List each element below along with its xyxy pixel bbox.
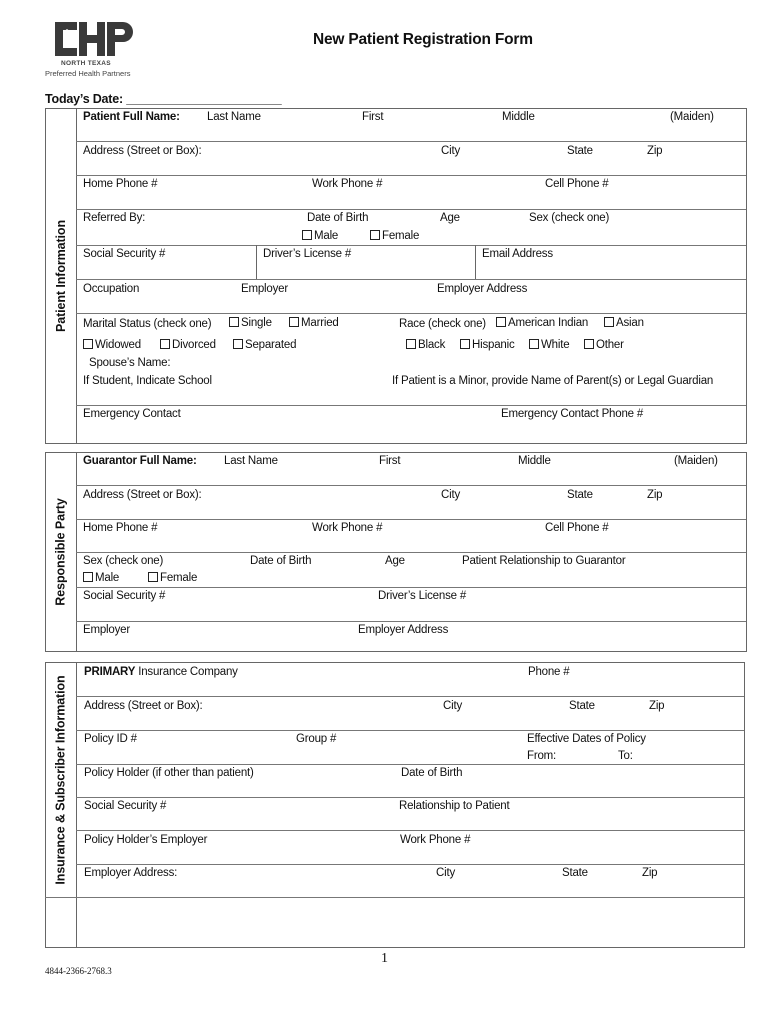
race-asian-checkbox[interactable]: Asian	[604, 317, 644, 329]
patient-middle-name-field[interactable]: Middle	[502, 111, 535, 123]
guarantor-last-name-field[interactable]: Last Name	[224, 455, 278, 467]
race-hispanic-checkbox[interactable]: Hispanic	[460, 339, 515, 351]
guarantor-employer-field[interactable]: Employer	[83, 624, 130, 636]
group-number-field[interactable]: Group #	[296, 733, 337, 745]
patient-cell-phone-field[interactable]: Cell Phone #	[545, 178, 609, 190]
patient-drivers-license-field[interactable]: Driver’s License #	[263, 248, 352, 260]
policy-employer-state-field[interactable]: State	[562, 867, 588, 879]
policy-holder-dob-field[interactable]: Date of Birth	[401, 767, 463, 779]
effective-to-field[interactable]: To:	[618, 750, 633, 762]
guarantor-employer-address-field[interactable]: Employer Address	[358, 624, 449, 636]
policy-holder-field[interactable]: Policy Holder (if other than patient)	[84, 767, 254, 779]
patient-address-field[interactable]: Address (Street or Box):	[83, 145, 202, 157]
policy-holder-work-phone-field[interactable]: Work Phone #	[400, 834, 471, 846]
logo-name: Preferred Health Partners	[45, 69, 131, 78]
patient-work-phone-field[interactable]: Work Phone #	[312, 178, 383, 190]
spouse-name-field[interactable]: Spouse’s Name:	[89, 357, 171, 369]
patient-city-field[interactable]: City	[441, 145, 461, 157]
guarantor-age-field[interactable]: Age	[385, 555, 405, 567]
guarantor-dob-field[interactable]: Date of Birth	[250, 555, 312, 567]
guarantor-full-name-label: Guarantor Full Name:	[83, 455, 197, 467]
patient-email-field[interactable]: Email Address	[482, 248, 553, 260]
guarantor-maiden-name-field[interactable]: (Maiden)	[674, 455, 718, 467]
patient-age-field[interactable]: Age	[440, 212, 460, 224]
guarantor-address-field[interactable]: Address (Street or Box):	[83, 489, 202, 501]
guarantor-zip-field[interactable]: Zip	[647, 489, 663, 501]
marital-married-checkbox[interactable]: Married	[289, 317, 339, 329]
patient-employer-address-field[interactable]: Employer Address	[437, 283, 528, 295]
race-american-indian-checkbox[interactable]: American Indian	[496, 317, 588, 329]
patient-occupation-field[interactable]: Occupation	[83, 283, 140, 295]
patient-maiden-name-field[interactable]: (Maiden)	[670, 111, 714, 123]
patient-full-name-label: Patient Full Name:	[83, 111, 180, 123]
document-id: 4844-2366-2768.3	[45, 966, 112, 976]
marital-widowed-checkbox[interactable]: Widowed	[83, 339, 141, 351]
guarantor-first-name-field[interactable]: First	[379, 455, 401, 467]
responsible-party-label: Responsible Party	[54, 497, 68, 606]
marital-status-label: Marital Status (check one)	[83, 318, 212, 330]
guarantor-relationship-field[interactable]: Patient Relationship to Guarantor	[462, 555, 626, 567]
guarantor-drivers-license-field[interactable]: Driver’s License #	[378, 590, 467, 602]
guarantor-work-phone-field[interactable]: Work Phone #	[312, 522, 383, 534]
patient-employer-field[interactable]: Employer	[241, 283, 288, 295]
guarantor-middle-name-field[interactable]: Middle	[518, 455, 551, 467]
emergency-contact-phone-field[interactable]: Emergency Contact Phone #	[501, 408, 644, 420]
policy-employer-address-field[interactable]: Employer Address:	[84, 867, 178, 879]
guarantor-home-phone-field[interactable]: Home Phone #	[83, 522, 158, 534]
logo-region: NORTH TEXAS	[61, 60, 111, 67]
todays-date-field[interactable]: Today’s Date: _______________________	[45, 92, 282, 106]
student-school-field[interactable]: If Student, Indicate School	[83, 375, 212, 387]
patient-home-phone-field[interactable]: Home Phone #	[83, 178, 158, 190]
guarantor-female-checkbox[interactable]: Female	[148, 572, 197, 584]
policy-holder-employer-field[interactable]: Policy Holder’s Employer	[84, 834, 208, 846]
patient-zip-field[interactable]: Zip	[647, 145, 663, 157]
effective-from-field[interactable]: From:	[527, 750, 557, 762]
patient-first-name-field[interactable]: First	[362, 111, 384, 123]
patient-ssn-field[interactable]: Social Security #	[83, 248, 166, 260]
insurance-city-field[interactable]: City	[443, 700, 463, 712]
policy-id-field[interactable]: Policy ID #	[84, 733, 137, 745]
guarantor-male-checkbox[interactable]: Male	[83, 572, 119, 584]
patient-information-section	[45, 108, 747, 444]
patient-sex-label: Sex (check one)	[529, 212, 610, 224]
patient-dob-field[interactable]: Date of Birth	[307, 212, 369, 224]
insurance-zip-field[interactable]: Zip	[649, 700, 665, 712]
patient-last-name-field[interactable]: Last Name	[207, 111, 261, 123]
effective-dates-label: Effective Dates of Policy	[527, 733, 646, 745]
race-white-checkbox[interactable]: White	[529, 339, 569, 351]
guarantor-ssn-field[interactable]: Social Security #	[83, 590, 166, 602]
minor-guardian-field[interactable]: If Patient is a Minor, provide Name of Parent(s) or Legal Guardian	[392, 375, 714, 387]
guarantor-cell-phone-field[interactable]: Cell Phone #	[545, 522, 609, 534]
guarantor-sex-label: Sex (check one)	[83, 555, 164, 567]
patient-referred-by-field[interactable]: Referred By:	[83, 212, 146, 224]
race-label: Race (check one)	[399, 318, 486, 330]
relationship-to-patient-field[interactable]: Relationship to Patient	[399, 800, 510, 812]
logo	[45, 18, 137, 80]
insurance-subscriber-label: Insurance & Subscriber Information	[54, 674, 68, 885]
logo-mark-icon	[45, 18, 137, 60]
race-black-checkbox[interactable]: Black	[406, 339, 445, 351]
emergency-contact-field[interactable]: Emergency Contact	[83, 408, 181, 420]
guarantor-city-field[interactable]: City	[441, 489, 461, 501]
insurance-state-field[interactable]: State	[569, 700, 595, 712]
patient-information-label: Patient Information	[54, 219, 68, 332]
marital-single-checkbox[interactable]: Single	[229, 317, 272, 329]
page-title: New Patient Registration Form	[313, 31, 533, 48]
patient-state-field[interactable]: State	[567, 145, 593, 157]
marital-separated-checkbox[interactable]: Separated	[233, 339, 296, 351]
patient-male-checkbox[interactable]: Male	[302, 230, 338, 242]
patient-female-checkbox[interactable]: Female	[370, 230, 419, 242]
policy-holder-ssn-field[interactable]: Social Security #	[84, 800, 167, 812]
primary-insurance-field[interactable]: PRIMARY Insurance Company	[84, 666, 238, 678]
insurance-address-field[interactable]: Address (Street or Box):	[84, 700, 203, 712]
race-other-checkbox[interactable]: Other	[584, 339, 624, 351]
marital-divorced-checkbox[interactable]: Divorced	[160, 339, 216, 351]
guarantor-state-field[interactable]: State	[567, 489, 593, 501]
policy-employer-zip-field[interactable]: Zip	[642, 867, 658, 879]
policy-employer-city-field[interactable]: City	[436, 867, 456, 879]
insurance-phone-field[interactable]: Phone #	[528, 666, 570, 678]
page-number: 1	[381, 951, 388, 966]
